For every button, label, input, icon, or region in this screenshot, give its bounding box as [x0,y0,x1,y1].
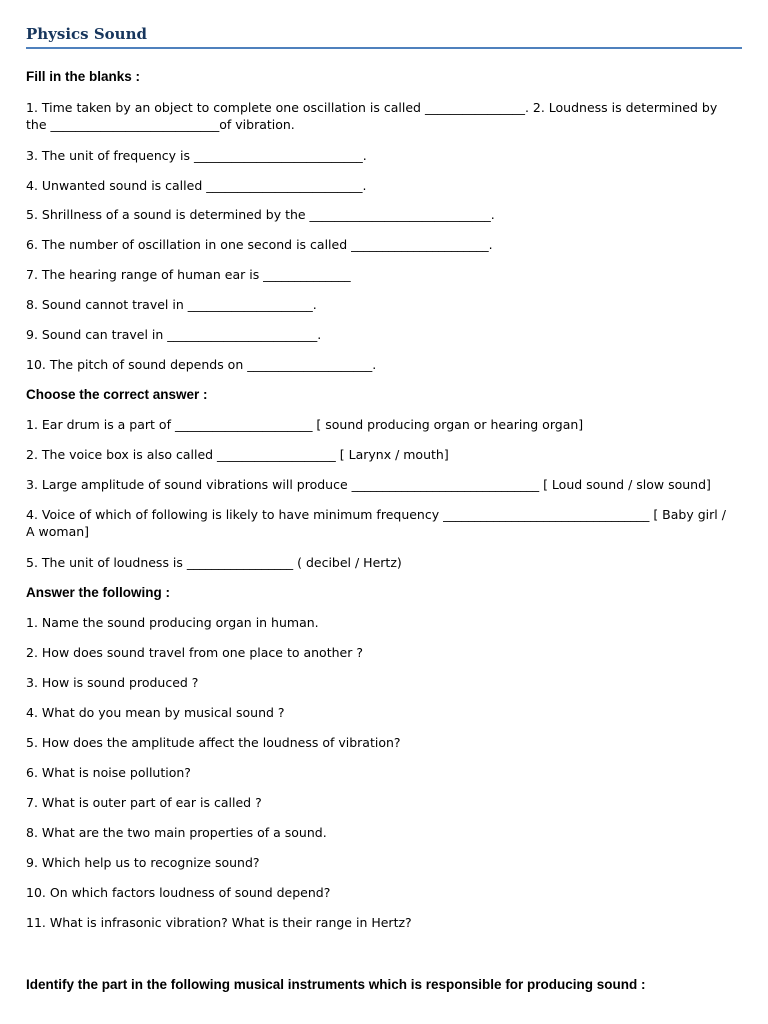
answer-item-7: 7. What is outer part of ear is called ? [26,795,262,810]
section-heading-answer-following: Answer the following : [26,585,170,600]
answer-item-5: 5. How does the amplitude affect the loudness of vibration? [26,735,401,750]
section-heading-choose-correct: Choose the correct answer : [26,387,208,402]
answer-item-2: 2. How does sound travel from one place to another ? [26,645,363,660]
choose-item-5: 5. The unit of loudness is _________________ ( decibel / Hertz) [26,555,402,570]
fill-blank-item-8: 8. Sound cannot travel in ____________________. [26,297,317,312]
choose-item-2: 2. The voice box is also called ___________________ [ Larynx / mouth] [26,447,449,462]
page-title: Physics Sound [26,25,147,43]
fill-blank-item-6: 6. The number of oscillation in one second is called ______________________. [26,237,493,252]
choose-item-4: 4. Voice of which of following is likely to have minimum frequency _________________________________ [ Baby girl / A woman] [26,507,726,539]
section-heading-fill-in-blanks: Fill in the blanks : [26,69,141,84]
answer-item-6: 6. What is noise pollution? [26,765,191,780]
answer-item-8: 8. What are the two main properties of a sound. [26,825,327,840]
answer-item-1: 1. Name the sound producing organ in human. [26,615,319,630]
fill-blank-item-5: 5. Shrillness of a sound is determined by the _____________________________. [26,207,495,222]
fill-blank-item-9: 9. Sound can travel in ________________________. [26,327,322,342]
choose-item-3: 3. Large amplitude of sound vibrations will produce ______________________________ [ Loud sound / slow sound] [26,477,711,492]
answer-item-9: 9. Which help us to recognize sound? [26,855,260,870]
answer-item-10: 10. On which factors loudness of sound depend? [26,885,331,900]
answer-item-4: 4. What do you mean by musical sound ? [26,705,285,720]
fill-blank-item-4: 4. Unwanted sound is called _________________________. [26,178,367,193]
fill-blank-item-1: 1. Time taken by an object to complete one oscillation is called ________________. 2. Loudness is determined by the ___________________________of vibration. [26,100,718,132]
choose-item-1: 1. Ear drum is a part of ______________________ [ sound producing organ or hearing organ] [26,417,584,432]
answer-item-11: 11. What is infrasonic vibration? What is their range in Hertz? [26,915,412,930]
title-divider [26,47,742,49]
fill-blank-item-7: 7. The hearing range of human ear is ______________ [26,267,351,282]
section-heading-identify: Identify the part in the following musical instruments which is responsible for producing sound : [26,977,646,992]
fill-blank-item-10: 10. The pitch of sound depends on ____________________. [26,357,377,372]
answer-item-3: 3. How is sound produced ? [26,675,199,690]
fill-blank-item-3: 3. The unit of frequency is ___________________________. [26,148,367,163]
